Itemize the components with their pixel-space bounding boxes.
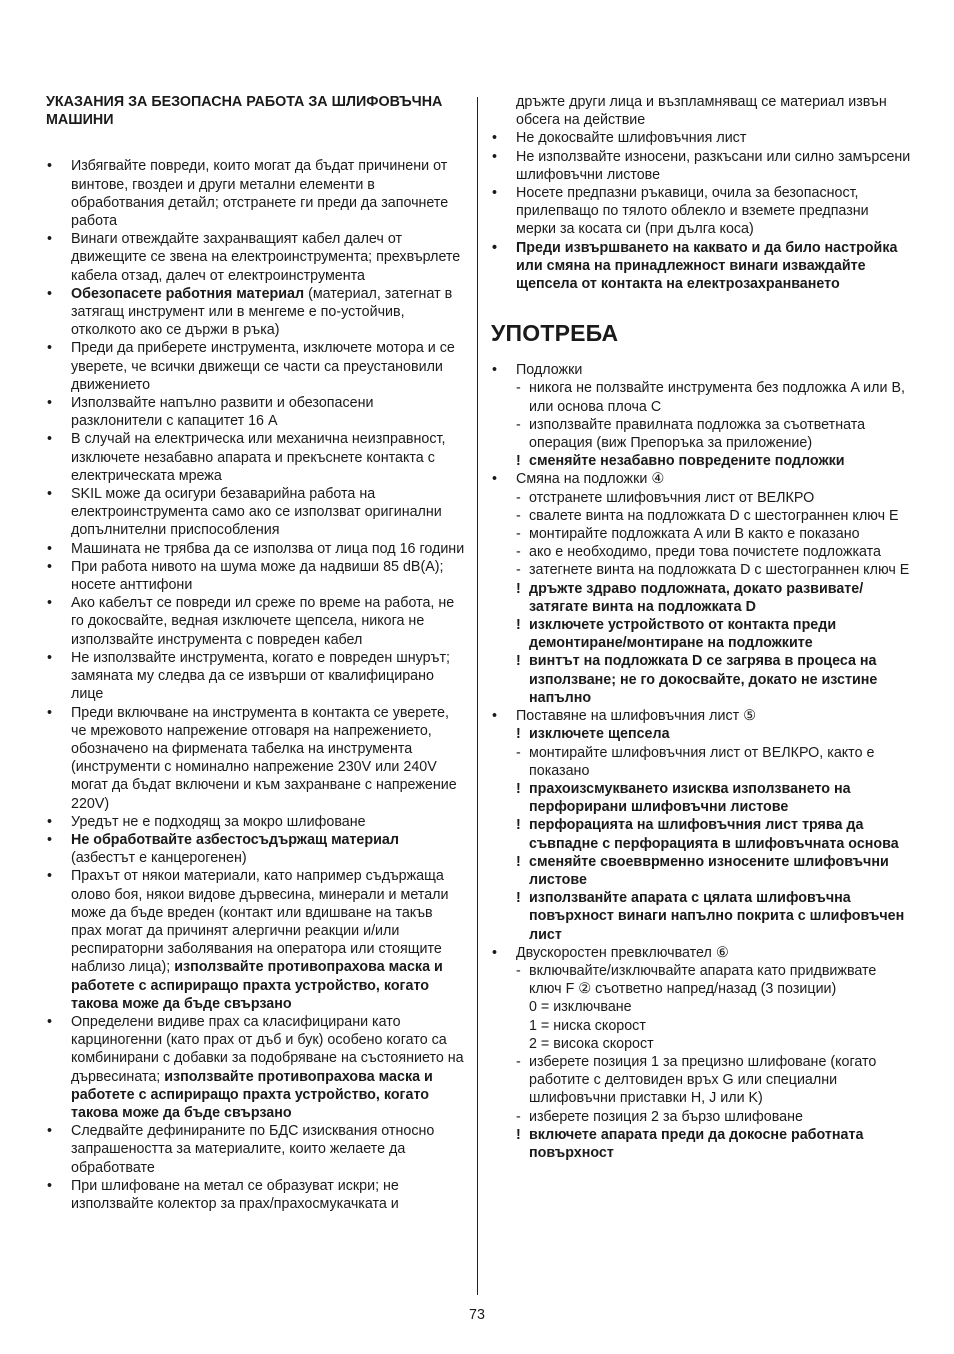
item-text: Не обработвайте азбестосъдържащ материал <box>71 831 399 848</box>
bullet-mark: • <box>47 595 53 612</box>
item-text: Уредът не е подходящ за мокро шлифоване <box>71 813 366 830</box>
item-text: монтирайте подложката A или B както е показано <box>529 526 860 543</box>
list-item <box>491 652 911 707</box>
item-text: Винаги отвеждайте захранващият кабел далеч от движещите се звена на електроинструмента; прехвърлете кабела отзад, далеч от електроинструмента <box>71 231 461 284</box>
item-text: При работа нивото на шума може да надвиши 85 dB(A); носете анттифони <box>71 558 444 594</box>
bullet-mark: • <box>47 813 53 830</box>
left-column <box>46 93 466 1213</box>
bullet-mark: • <box>47 395 53 412</box>
bullet-mark: • <box>47 431 53 448</box>
item-text: Не използвайте инструмента, когато е повреден шнурът; замяната му следва да се извърши от квалифицирано лице <box>71 649 450 703</box>
item-text: изключете щепсела <box>529 726 670 743</box>
list-item <box>491 93 911 129</box>
item-text: Поставяне на шлифовъчния лист ⑤ <box>516 708 756 725</box>
sub-mark: - <box>516 1108 521 1125</box>
list-item <box>46 1013 466 1122</box>
warn-mark: ! <box>516 890 521 907</box>
safety-list-continued <box>491 93 911 293</box>
item-text: Следвайте дефинираните по БДС изисквания относно запрашеността за материалите, които желаете да обработвате <box>71 1123 435 1176</box>
bullet-mark: • <box>47 704 53 721</box>
bullet-mark: • <box>492 185 498 202</box>
list-item <box>491 1053 911 1108</box>
item-text: Преди да приберете инструмента, изключете мотора и се уверете, че всички движещи се части са преустановили движението <box>71 340 455 393</box>
bullet-mark: • <box>492 708 498 725</box>
list-item <box>491 561 911 579</box>
item-text: изключете устройството от контакта преди демонтиране/монтиране на подложките <box>529 617 837 652</box>
list-item <box>491 1108 911 1126</box>
item-text: Не докосвайте шлифовъчния лист <box>516 130 747 147</box>
column-divider <box>477 97 478 1295</box>
list-item <box>491 1017 911 1035</box>
bullet-mark: • <box>47 158 53 175</box>
item-text: отстранете шлифовъчния лист от ВЕЛКРО <box>529 489 815 506</box>
list-item <box>491 507 911 525</box>
item-text: Смяна на подложки ④ <box>516 471 665 488</box>
item-text: В случай на електрическа или механична неизправност, изключете незабавно апарата и прекъснете контакта с електрическата мрежа <box>71 431 446 484</box>
item-text: Прахът от някои материали, като например съдържаща олово боя, някои видове дървесина, минерали и метали може да бъде вреден (контакт или вдишване на такъв прах могат да причинят алергични реакции и/или респираторни заболявания на оператора или стоящите наблизо лица); <box>71 868 449 976</box>
bullet-mark: • <box>492 239 498 256</box>
bullet-mark: • <box>47 340 53 357</box>
list-item <box>46 285 466 340</box>
list-item <box>491 580 911 616</box>
item-text: сменяйте своевврменно износените шлифовъчни листове <box>529 853 889 888</box>
list-item <box>46 558 466 594</box>
item-text: (материал, затегнат в затягащ инструмент или в менгеме е по-устойчив, отколкото ако се държи в ръка) <box>71 285 453 339</box>
item-text: перфорацията на шлифовъчния лист трява да съвпадне с перфорацията в шлифовъчната основа <box>529 817 899 852</box>
warn-mark: ! <box>516 580 521 597</box>
item-text: използвайте правилната подложка за съответната операция (виж Препоръка за приложение) <box>529 416 866 452</box>
right-column <box>491 93 911 1162</box>
list-item <box>491 184 911 239</box>
bullet-mark: • <box>492 148 498 165</box>
list-item <box>46 230 466 285</box>
list-item <box>46 649 466 704</box>
item-text: 0 = изключване <box>529 999 632 1016</box>
list-item <box>491 129 911 147</box>
bullet-mark: • <box>47 868 53 885</box>
list-item <box>491 470 911 488</box>
list-item <box>491 489 911 507</box>
list-item <box>491 1126 911 1162</box>
list-item <box>491 998 911 1016</box>
sub-mark: - <box>516 489 521 506</box>
list-item <box>491 525 911 543</box>
bullet-mark: • <box>492 944 498 961</box>
sub-mark: - <box>516 744 521 761</box>
item-text: Двускоростен превключвател ⑥ <box>516 944 729 961</box>
item-text: Използвайте напълно развити и обезопасени разклонители с капацитет 16 A <box>71 395 374 430</box>
sub-mark: - <box>516 526 521 543</box>
usage-list <box>491 361 911 1162</box>
item-text: Не използвайте износени, разкъсани или силно замърсени шлифовъчни листове <box>516 148 911 183</box>
page-number: 73 <box>469 1307 485 1323</box>
item-text: При шлифоване на метал се образуват искри; не използвайте колектор за прах/прахосмукачката и <box>71 1177 399 1212</box>
item-text: SKIL може да осигури безаварийна работа на електроинструмента само ако се използват оригинални допълнителни приспособления <box>71 486 442 539</box>
bullet-mark: • <box>47 1123 53 1140</box>
list-item <box>46 1122 466 1177</box>
sub-mark: - <box>516 380 521 397</box>
list-item <box>46 594 466 649</box>
list-item <box>491 416 911 452</box>
list-item <box>491 148 911 184</box>
warn-mark: ! <box>516 1126 521 1143</box>
item-text: Обезопасете работния материал <box>71 285 305 302</box>
list-item <box>491 725 911 743</box>
bullet-mark: • <box>492 130 498 147</box>
list-item <box>491 239 911 294</box>
list-item <box>491 361 911 379</box>
list-item <box>491 889 911 944</box>
bullet-mark: • <box>492 471 498 488</box>
item-text: ако е необходимо, преди това почистете подложката <box>529 544 881 561</box>
sub-mark: - <box>516 544 521 561</box>
warn-mark: ! <box>516 817 521 834</box>
safety-heading: УКАЗАНИЯ ЗА БЕЗОПАСНА РАБОТА ЗА ШЛИФОВЪЧНА МАШИНИ <box>46 94 443 129</box>
item-text: прахоизсмукването изисква използването на перфорирани шлифовъчни листове <box>529 780 851 816</box>
item-text: дръжте здраво подложната, докато развивате/затягате винта на подложката D <box>529 580 864 615</box>
sub-mark: - <box>516 1053 521 1070</box>
bullet-mark: • <box>47 540 53 557</box>
warn-mark: ! <box>516 780 521 797</box>
item-text: никога не ползвайте инструмента без подложка A или B, или основа плоча C <box>529 380 905 415</box>
item-text: Преди включване на инструмента в контакта се уверете, че мрежовото напрежение отговаря на напрежението, обозначено на фирмената табелка на инструмента (инструменти с номинално напрежение 230V или 240V могат да бъдат включени и към захранване с напрежение 220V) <box>71 704 457 812</box>
list-item <box>491 744 911 780</box>
item-text: дръжте други лица и възпламняващ се материал извън обсега на действие <box>516 94 887 129</box>
sub-mark: - <box>516 962 521 979</box>
list-item <box>491 1035 911 1053</box>
item-text: 1 = ниска скорост <box>529 1017 646 1034</box>
item-text: 2 = висока скорост <box>529 1035 654 1052</box>
item-text: затегнете винта на подложката D с шестограннен ключ E <box>529 562 910 579</box>
list-item <box>491 452 911 470</box>
list-item <box>491 853 911 889</box>
safety-list <box>46 157 466 1213</box>
bullet-mark: • <box>47 486 53 503</box>
item-text: Избягвайте повреди, които могат да бъдат причинени от винтове, гвоздеи и други метални елементи в обработвания детайл; отстранете ги преди да започнете работа <box>71 158 449 230</box>
item-text: използванйте апарата с цялата шлифовъчна повърхност винаги напълно покрита с шлифовъчен лист <box>529 890 905 943</box>
warn-mark: ! <box>516 853 521 870</box>
list-item <box>46 430 466 485</box>
item-text: използвайте противопрахова маска и работете с аспириращо прахта устройство, когато такова може да бъде свързано <box>71 959 443 1012</box>
item-text: Преди извършването на каквато и да било настройка или смяна на принадлежност винаги изваждайте щепсела от контакта на електрозахранването <box>516 239 898 293</box>
list-item <box>46 540 466 558</box>
bullet-mark: • <box>47 285 53 302</box>
bullet-mark: • <box>492 362 498 379</box>
list-item <box>46 704 466 813</box>
list-item <box>46 485 466 540</box>
sub-mark: - <box>516 562 521 579</box>
item-text: изберете позиция 1 за прецизно шлифоване (когато работите с делтовиден връх G или специални шлифовъчни приставки H, J или K) <box>529 1053 877 1107</box>
warn-mark: ! <box>516 453 521 470</box>
list-item <box>491 780 911 816</box>
list-item <box>46 867 466 1013</box>
item-text: Определени видиве прах са класифицирани като карциногенни (като прах от дъб и бук) особено когато са комбинирани с добавки за подобряване на състоянието на дървесината; <box>71 1013 464 1085</box>
item-text: сменяйте незабавно повредените подложки <box>529 453 845 470</box>
sub-mark: - <box>516 507 521 524</box>
list-item <box>491 944 911 962</box>
warn-mark: ! <box>516 653 521 670</box>
item-text: включете апарата преди да докосне работната повърхност <box>529 1126 864 1161</box>
item-text: изберете позиция 2 за бързо шлифоване <box>529 1108 803 1125</box>
sub-mark: - <box>516 416 521 433</box>
item-text: Машината не трябва да се използва от лица под 16 години <box>71 540 465 557</box>
warn-mark: ! <box>516 617 521 634</box>
bullet-mark: • <box>47 831 53 848</box>
item-text: използвайте противопрахова маска и работете с аспириращо прахта устройство, когато такова може да бъде свързано <box>71 1068 433 1121</box>
list-item <box>491 707 911 725</box>
list-item <box>46 394 466 430</box>
list-item <box>46 157 466 230</box>
item-text: (азбестът е канцерогенен) <box>71 850 247 867</box>
list-item <box>491 816 911 852</box>
list-item <box>491 379 911 415</box>
item-text: Носете предпазни ръкавици, очила за безопасност, прилепващо по тялото облекло и вземете предпазни мерки за косата си (при дълга коса) <box>516 185 869 238</box>
item-text: включвайте/изключвайте апарата като придвижвате ключ F ② съответно напред/назад (3 позиции) <box>529 962 877 998</box>
list-item <box>46 831 466 867</box>
bullet-mark: • <box>47 558 53 575</box>
list-item <box>491 616 911 652</box>
list-item <box>491 962 911 998</box>
list-item <box>46 339 466 394</box>
bullet-mark: • <box>47 1013 53 1030</box>
bullet-mark: • <box>47 649 53 666</box>
bullet-mark: • <box>47 231 53 248</box>
item-text: Ако кабелът се повреди ил среже по време на работа, не го докосвайте, ведная изключете щепсела, никога не използвайте инструмента с повреден кабел <box>71 595 455 648</box>
list-item <box>46 1177 466 1213</box>
usage-heading: УПОТРЕБА <box>491 320 619 347</box>
bullet-mark: • <box>47 1177 53 1194</box>
item-text: свалете винта на подложката D с шестограннен ключ E <box>529 507 899 524</box>
item-text: Подложки <box>516 362 583 379</box>
item-text: винтът на подложката D се загрява в процеса на използване; не го докосвайте, докато не изстине напълно <box>529 653 878 706</box>
list-item <box>46 813 466 831</box>
warn-mark: ! <box>516 726 521 743</box>
list-item <box>491 543 911 561</box>
item-text: монтирайте шлифовъчния лист от ВЕЛКРО, както е показано <box>529 744 875 779</box>
